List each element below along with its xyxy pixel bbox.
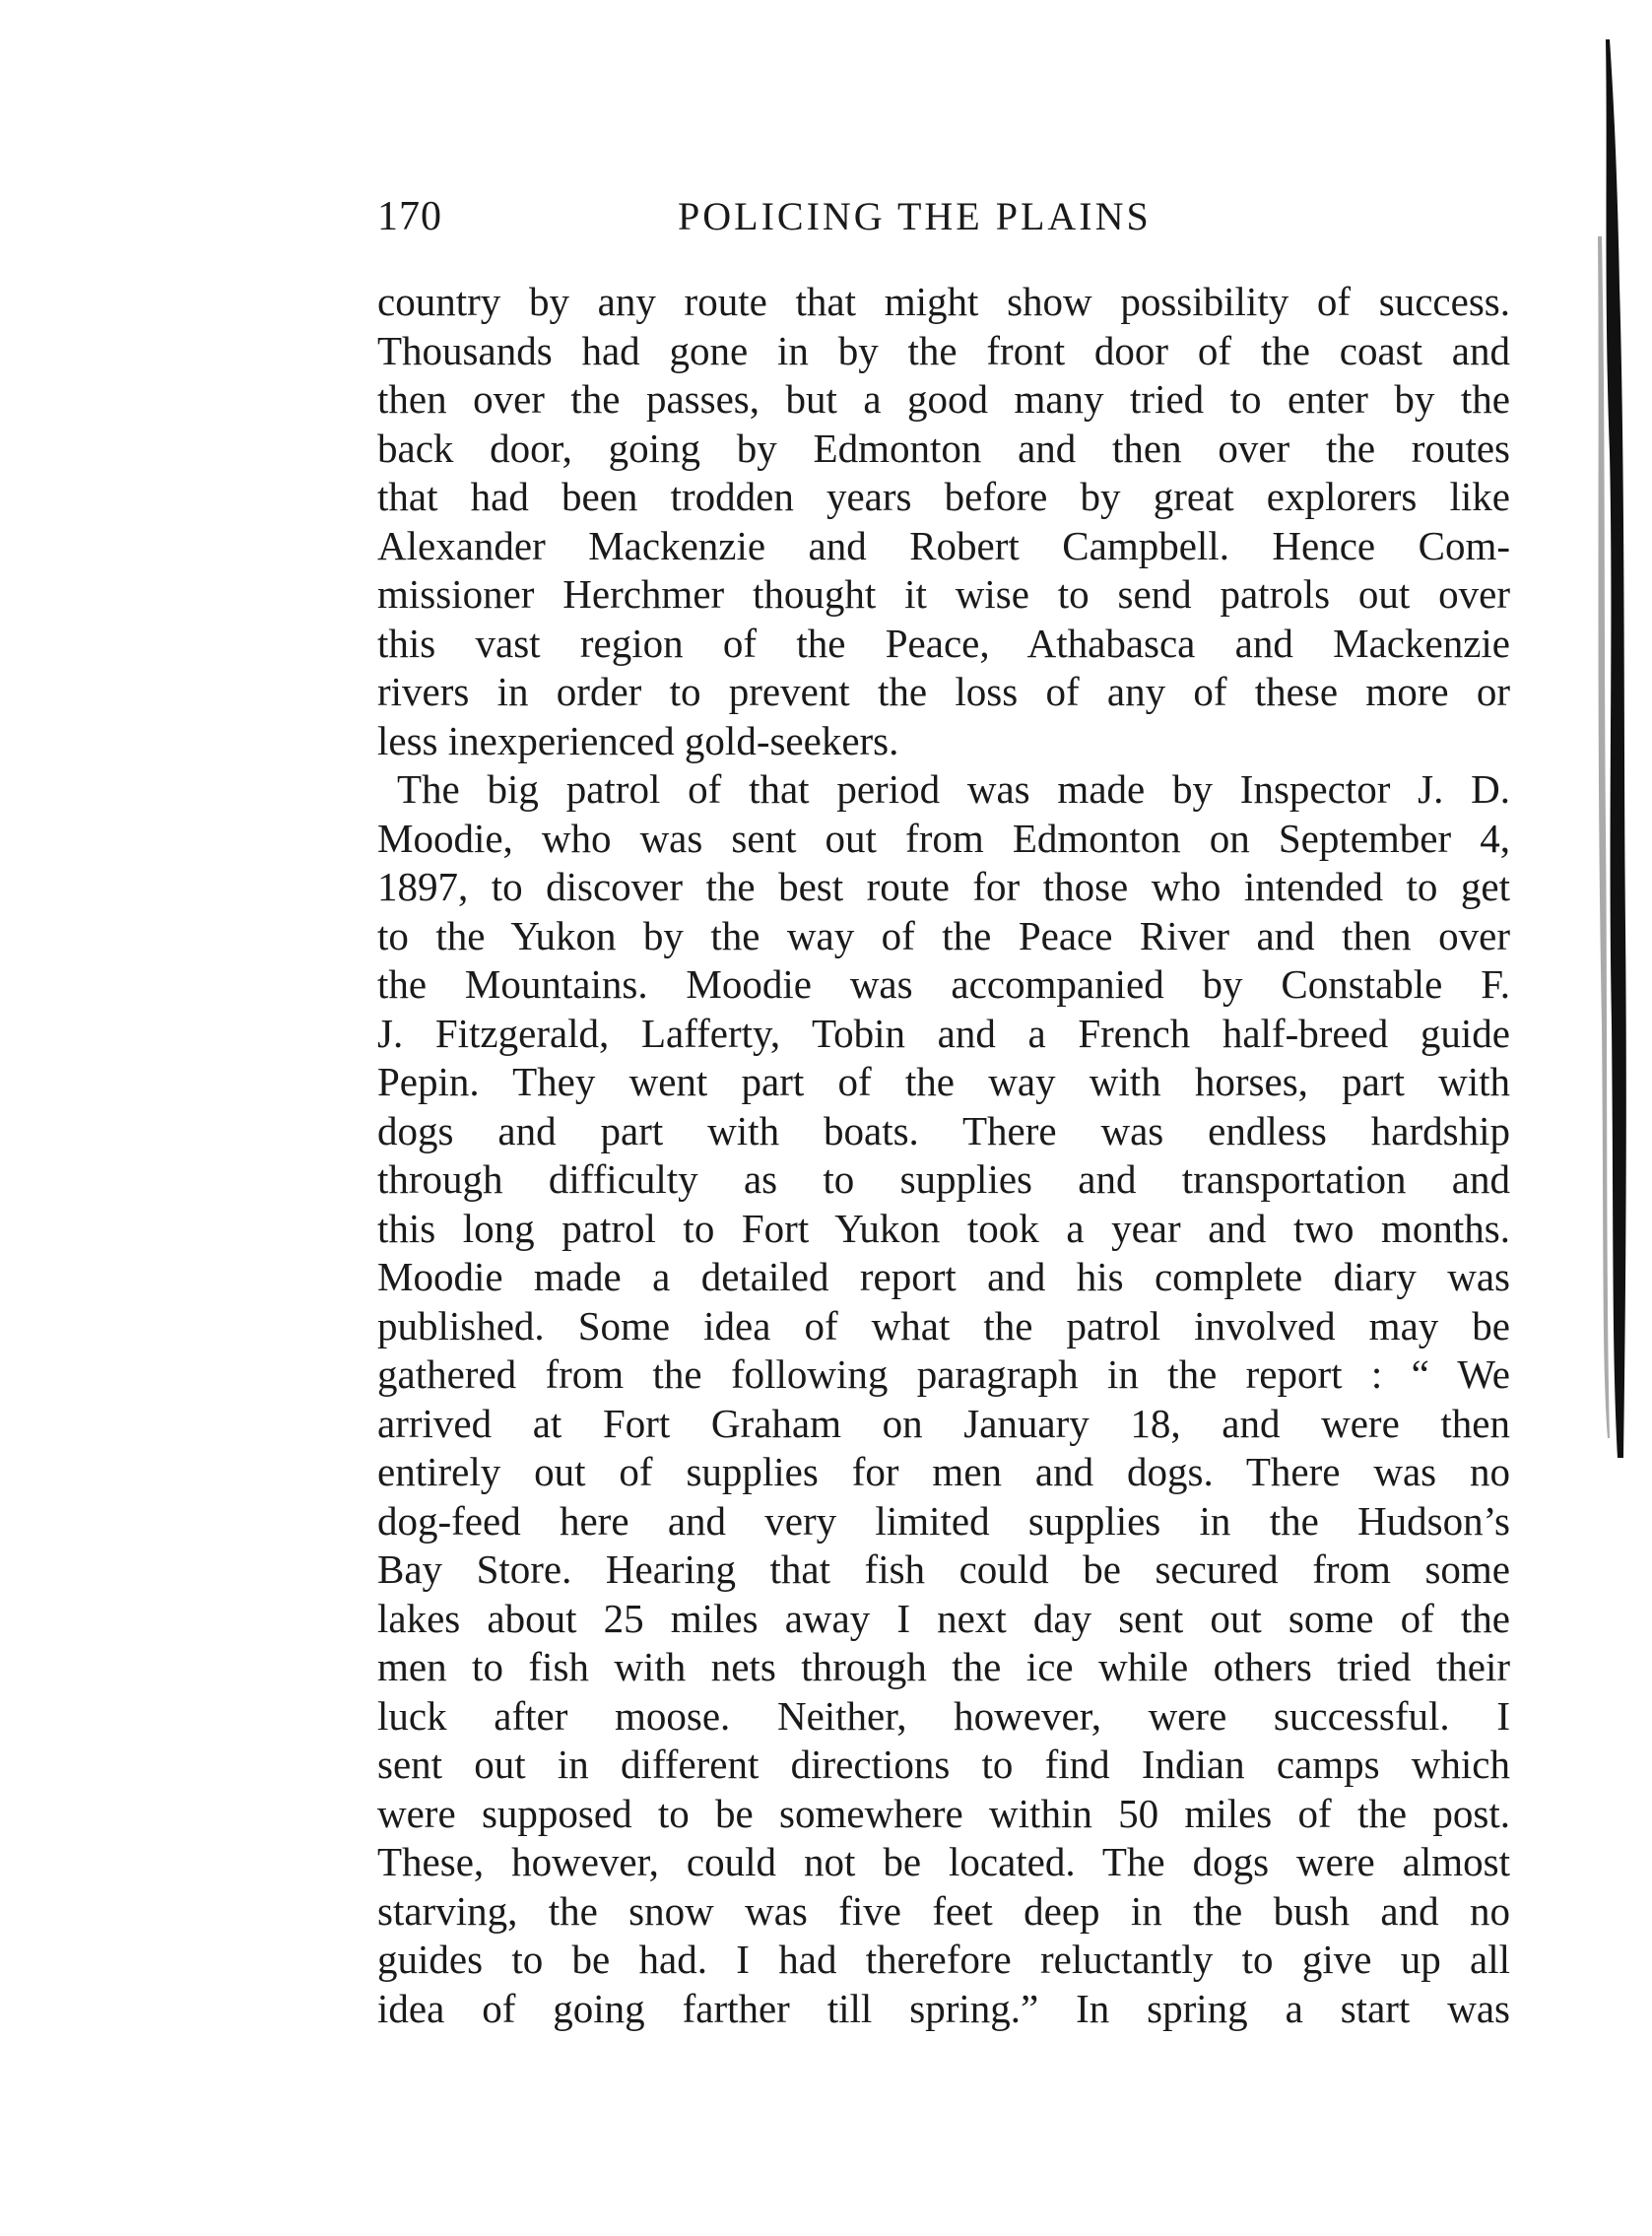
text-line: gathered from the following paragraph in the report : “ We bbox=[377, 1351, 1510, 1397]
text-line: arrived at Fort Graham on January 18, and were then bbox=[377, 1400, 1510, 1446]
text-line: that had been trodden years before by great explorers like bbox=[377, 474, 1510, 519]
text-line: were supposed to be somewhere within 50 miles of the post. bbox=[377, 1790, 1510, 1836]
text-line: missioner Herchmer thought it wise to send patrols out over bbox=[377, 571, 1510, 617]
text-line: sent out in different directions to find Indian camps which bbox=[377, 1742, 1510, 1787]
text-line: this vast region of the Peace, Athabasca and Mackenzie bbox=[377, 620, 1510, 666]
text-line: country by any route that might show possibility of success. bbox=[377, 279, 1510, 324]
text-line: Moodie made a detailed report and his complete diary was bbox=[377, 1254, 1510, 1299]
text-line: the Mountains. Moodie was accompanied by Constable F. bbox=[377, 961, 1510, 1007]
text-line: Thousands had gone in by the front door of the coast and bbox=[377, 327, 1510, 373]
text-line: Moodie, who was sent out from Edmonton on September 4, bbox=[377, 815, 1510, 861]
text-line: Pepin. They went part of the way with horses, part with bbox=[377, 1059, 1510, 1104]
text-line: dogs and part with boats. There was endless hardship bbox=[377, 1107, 1510, 1153]
text-line: Alexander Mackenzie and Robert Campbell. Hence Com- bbox=[377, 522, 1510, 568]
text-line: starving, the snow was five feet deep in the bush and no bbox=[377, 1887, 1510, 1934]
text-line: back door, going by Edmonton and then over the routes bbox=[377, 425, 1510, 471]
text-line: guides to be had. I had therefore reluctantly to give up all bbox=[377, 1937, 1510, 1982]
text-line: dog-feed here and very limited supplies in the Hudson’s bbox=[377, 1497, 1510, 1544]
text-line: These, however, could not be located. The dogs were almost bbox=[377, 1839, 1510, 1884]
text-line: rivers in order to prevent the loss of any of these more or bbox=[377, 669, 1510, 714]
text-line: The big patrol of that period was made by Inspector J. D. bbox=[397, 766, 1510, 812]
page-number: 170 bbox=[377, 194, 442, 239]
binding-edge-shadow bbox=[1588, 39, 1627, 1458]
text-line: 1897, to discover the best route for those who intended to get bbox=[377, 864, 1510, 909]
text-line: this long patrol to Fort Yukon took a year and two months. bbox=[377, 1205, 1510, 1251]
text-line: J. Fitzgerald, Lafferty, Tobin and a French half-breed guide bbox=[377, 1010, 1510, 1056]
text-line: idea of going farther till spring.” In spring a start was bbox=[377, 1985, 1510, 2031]
text-line: through difficulty as to supplies and transportation and bbox=[377, 1156, 1510, 1202]
running-title: POLICING THE PLAINS bbox=[678, 194, 1152, 238]
text-line: to the Yukon by the way of the Peace River and then over bbox=[377, 912, 1510, 958]
text-line: less inexperienced gold-seekers. bbox=[377, 717, 899, 763]
text-line: then over the passes, but a good many tried to enter by the bbox=[377, 376, 1510, 422]
text-line: luck after moose. Neither, however, were successful. I bbox=[377, 1692, 1510, 1739]
body-text bbox=[377, 278, 1510, 2033]
text-line: entirely out of supplies for men and dogs. There was no bbox=[377, 1449, 1510, 1494]
text-line: lakes about 25 miles away I next day sent out some of the bbox=[377, 1595, 1510, 1641]
page-header bbox=[377, 193, 1510, 248]
text-line: published. Some idea of what the patrol involved may be bbox=[377, 1302, 1510, 1348]
text-line: men to fish with nets through the ice while others tried their bbox=[377, 1644, 1510, 1689]
text-line: Bay Store. Hearing that fish could be secured from some bbox=[377, 1546, 1510, 1592]
